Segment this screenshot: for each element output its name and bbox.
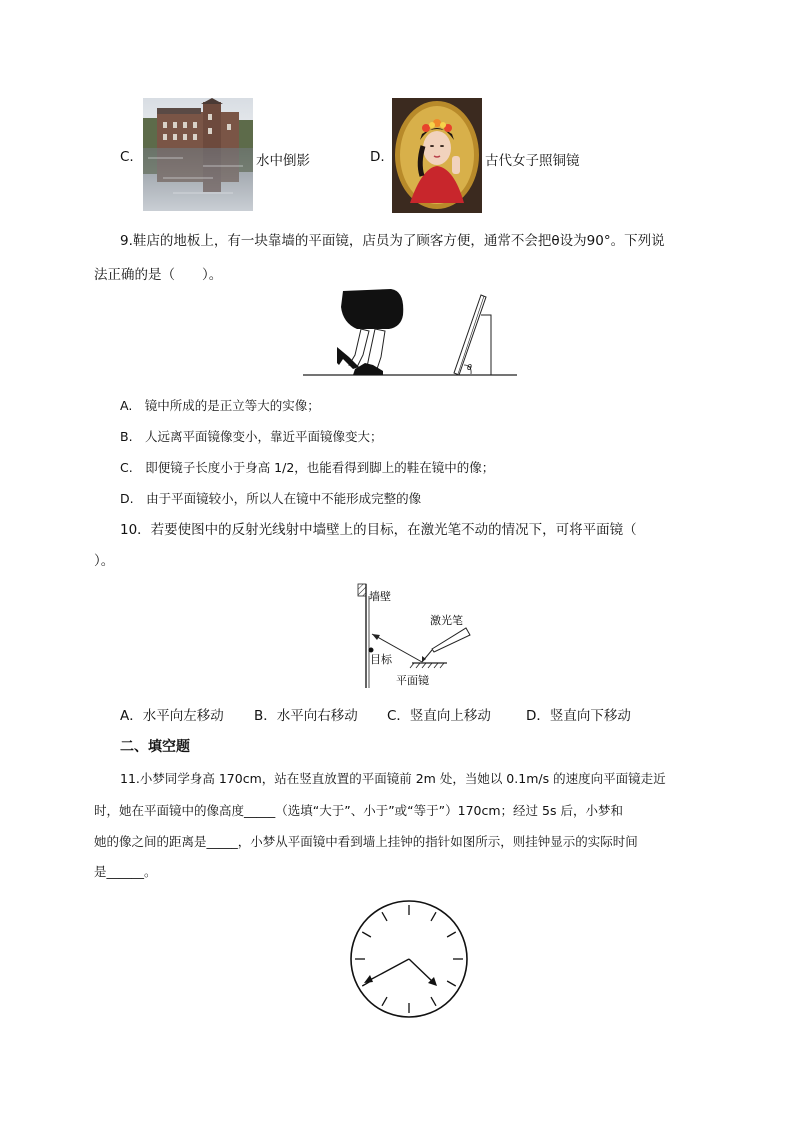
q11-line1: 11.小梦同学身高 170cm，站在竖直放置的平面镜前 2m 处，当她以 0.1m/s 的速度向平面镜走近 — [120, 771, 666, 786]
mirror-clock-figure — [348, 898, 470, 1020]
wall-label: 墙壁 — [369, 590, 391, 603]
q10-stem-line2: ）。 — [94, 553, 115, 569]
q10-laser-figure — [350, 580, 485, 690]
q9-option-b: B. 人远离平面镜像变小，靠近平面镜像变大； — [120, 429, 383, 444]
q11-line2: 时，她在平面镜中的像高度_____（选填“大于”、小于”或“等于”）170cm；经过 5s 后，小梦和 — [94, 803, 623, 818]
q9-mirror-shoe-figure — [303, 285, 521, 380]
q10-option-a: A．水平向左移动 — [120, 708, 224, 724]
q8-option-d-letter: D. — [370, 149, 385, 165]
laser-pen — [432, 628, 470, 652]
section-title: 二、填空题 — [120, 739, 190, 755]
theta-label: θ — [467, 363, 472, 372]
q10-option-d: D．竖直向下移动 — [526, 708, 631, 724]
skirt-shape — [341, 289, 403, 329]
castle-reflection-photo — [143, 98, 253, 211]
q8-option-d-text: 古代女子照铜镜 — [485, 153, 580, 169]
q11-line3: 她的像之间的距离是_____，小梦从平面镜中看到墙上挂钟的指针如图所示，则挂钟显示的实际时间 — [94, 834, 638, 849]
q11-line4: 是______。 — [94, 864, 157, 879]
target-dot — [369, 648, 374, 653]
wall-support — [481, 315, 491, 375]
q10-option-c: C．竖直向上移动 — [387, 708, 491, 724]
q10-stem-line1: 10．若要使图中的反射光线射中墙壁上的目标，在激光笔不动的情况下，可将平面镜（ — [120, 522, 637, 538]
q9-option-d: D. 由于平面镜较小，所以人在镜中不能形成完整的像 — [120, 491, 422, 506]
q8-option-c-letter: C. — [120, 149, 134, 165]
laser-label: 激光笔 — [430, 614, 463, 627]
q10-option-b: B．水平向右移动 — [254, 708, 358, 724]
wall-hatch — [358, 584, 366, 596]
q9-stem-line1: 9.鞋店的地板上，有一块靠墙的平面镜，店员为了顾客方便，通常不会把θ设为90°。下列说 — [120, 233, 665, 249]
bronze-mirror-photo — [392, 98, 482, 213]
mirror-label: 平面镜 — [396, 674, 429, 687]
q9-option-c: C. 即便镜子长度小于身高 1/2，也能看得到脚上的鞋在镜中的像； — [120, 460, 495, 475]
q9-option-a: A. 镜中所成的是正立等大的实像； — [120, 398, 320, 413]
target-label: 目标 — [370, 653, 392, 666]
q8-option-c-text: 水中倒影 — [256, 153, 310, 169]
q9-stem-line2: 法正确的是（ ）。 — [94, 267, 223, 283]
